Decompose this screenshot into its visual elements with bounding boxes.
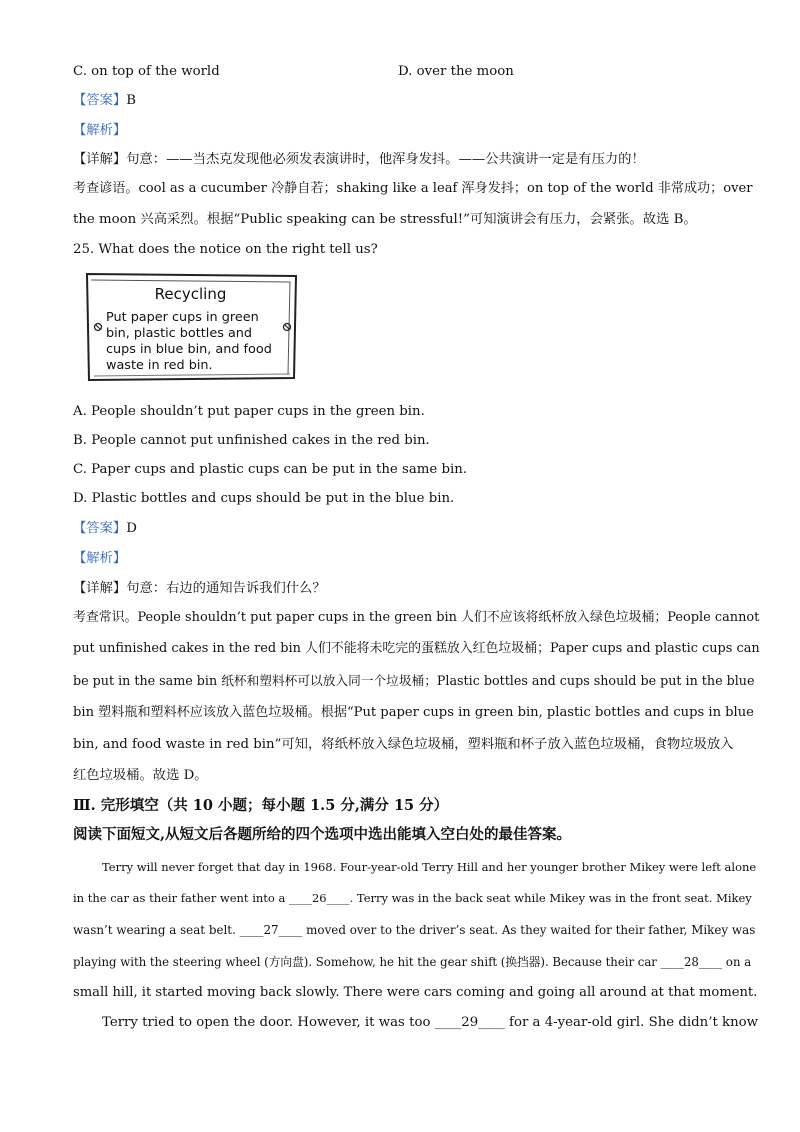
detail-tag: 【详解】 [73,581,127,596]
option-d: D. over the moon [398,64,514,79]
notice-title: Recycling [154,285,227,303]
answer-line [73,92,136,110]
option-c: C. Paper cups and plastic cups can be put in the same bin. [73,462,468,477]
passage-line: small hill, it started moving back slowly. There were cars coming and going all around at that moment. [73,985,758,1000]
detail-line [73,151,645,169]
notice-body: Put paper cups in green bin, plastic bottles and cups in blue bin, and food waste in red bin. [106,310,272,373]
blank-28: ____28____ [660,955,723,969]
option-c: C. on top of the world [73,64,220,79]
passage-text: Terry tried to open the door. However, it was too [102,1015,435,1030]
passage-text: for a 4-year-old girl. She didn’t know [504,1015,759,1030]
answer-line [73,520,137,538]
passage-text: moved over to the driver’s seat. As they waited for their father, Mikey was [302,923,756,937]
passage-text: wasn’t wearing a seat belt. [73,923,240,937]
passage-line [73,953,751,971]
detail-text: be put in the same bin 纸杯和塑料杯可以放入同一个垃圾桶；Plastic bottles and cups should be put in the blue [73,673,755,688]
blank-29: ____29____ [434,1015,505,1030]
detail-text: bin 塑料瓶和塑料杯应该放入蓝色垃圾桶。根据“Put paper cups in green bin, plastic bottles and cups in blue [73,705,754,720]
detail-text: 考查谚语。cool as a cucumber 冷静自若；shaking like a leaf 浑身发抖；on top of the world 非常成功；over [73,181,753,196]
answer-tag: 【答案】 [73,521,127,536]
passage-text: . Terry was in the back seat while Mikey was in the front seat. Mikey [349,891,752,905]
passage-text: in the car as their father went into a [73,891,289,905]
blank-26: ____26____ [288,891,350,905]
section-instruction: 阅读下面短文,从短文后各题所给的四个选项中选出能填入空白处的最佳答案。 [73,826,572,843]
passage-text: on a [722,955,752,969]
option-b: B. People cannot put unfinished cakes in the red bin. [73,433,430,448]
option-d: D. Plastic bottles and cups should be put in the blue bin. [73,491,455,506]
section-heading: Ⅲ. 完形填空（共 10 小题；每小题 1.5 分,满分 15 分） [73,797,449,814]
answer-tag: 【答案】 [73,93,127,108]
passage-text: playing with the steering wheel (方向盘). Somehow, he hit the gear shift (换挡器). Because their car [73,955,661,969]
detail-tag: 【详解】 [73,152,127,167]
blank-27: ____27____ [239,923,303,937]
detail-text: the moon 兴高采烈。根据“Public speaking can be stressful!”可知演讲会有压力，会紧张。故选 B。 [73,212,697,227]
passage-line [73,889,752,907]
analysis-line [73,550,126,568]
analysis-tag: 【解析】 [73,123,127,138]
question-25: 25. What does the notice on the right tell us? [73,242,378,257]
detail-text: 考查常识。People shouldn’t put paper cups in the green bin 人们不应该将纸杯放入绿色垃圾桶；People cannot [73,610,760,625]
detail-line [73,580,326,598]
passage-line [102,1014,758,1032]
detail-text: bin, and food waste in red bin”可知，将纸杯放入绿色垃圾桶，塑料瓶和杯子放入蓝色垃圾桶，食物垃圾放入 [73,737,734,752]
answer-value: B [126,93,136,108]
detail-text: put unfinished cakes in the red bin 人们不能将未吃完的蛋糕放入红色垃圾桶；Paper cups and plastic cups can [73,641,760,656]
answer-value: D [126,521,137,536]
detail-text: 句意：——当杰克发现他必须发表演讲时，他浑身发抖。——公共演讲一定是有压力的！ [126,152,645,167]
analysis-tag: 【解析】 [73,551,127,566]
detail-text: 红色垃圾桶。故选 D。 [73,768,208,783]
passage-line [73,921,755,939]
option-a: A. People shouldn’t put paper cups in the green bin. [73,404,425,419]
passage-line: Terry will never forget that day in 1968. Four-year-old Terry Hill and her younger brother Mikey were left alone [102,860,757,874]
analysis-line [73,122,126,140]
detail-text: 句意：右边的通知告诉我们什么？ [126,581,326,596]
